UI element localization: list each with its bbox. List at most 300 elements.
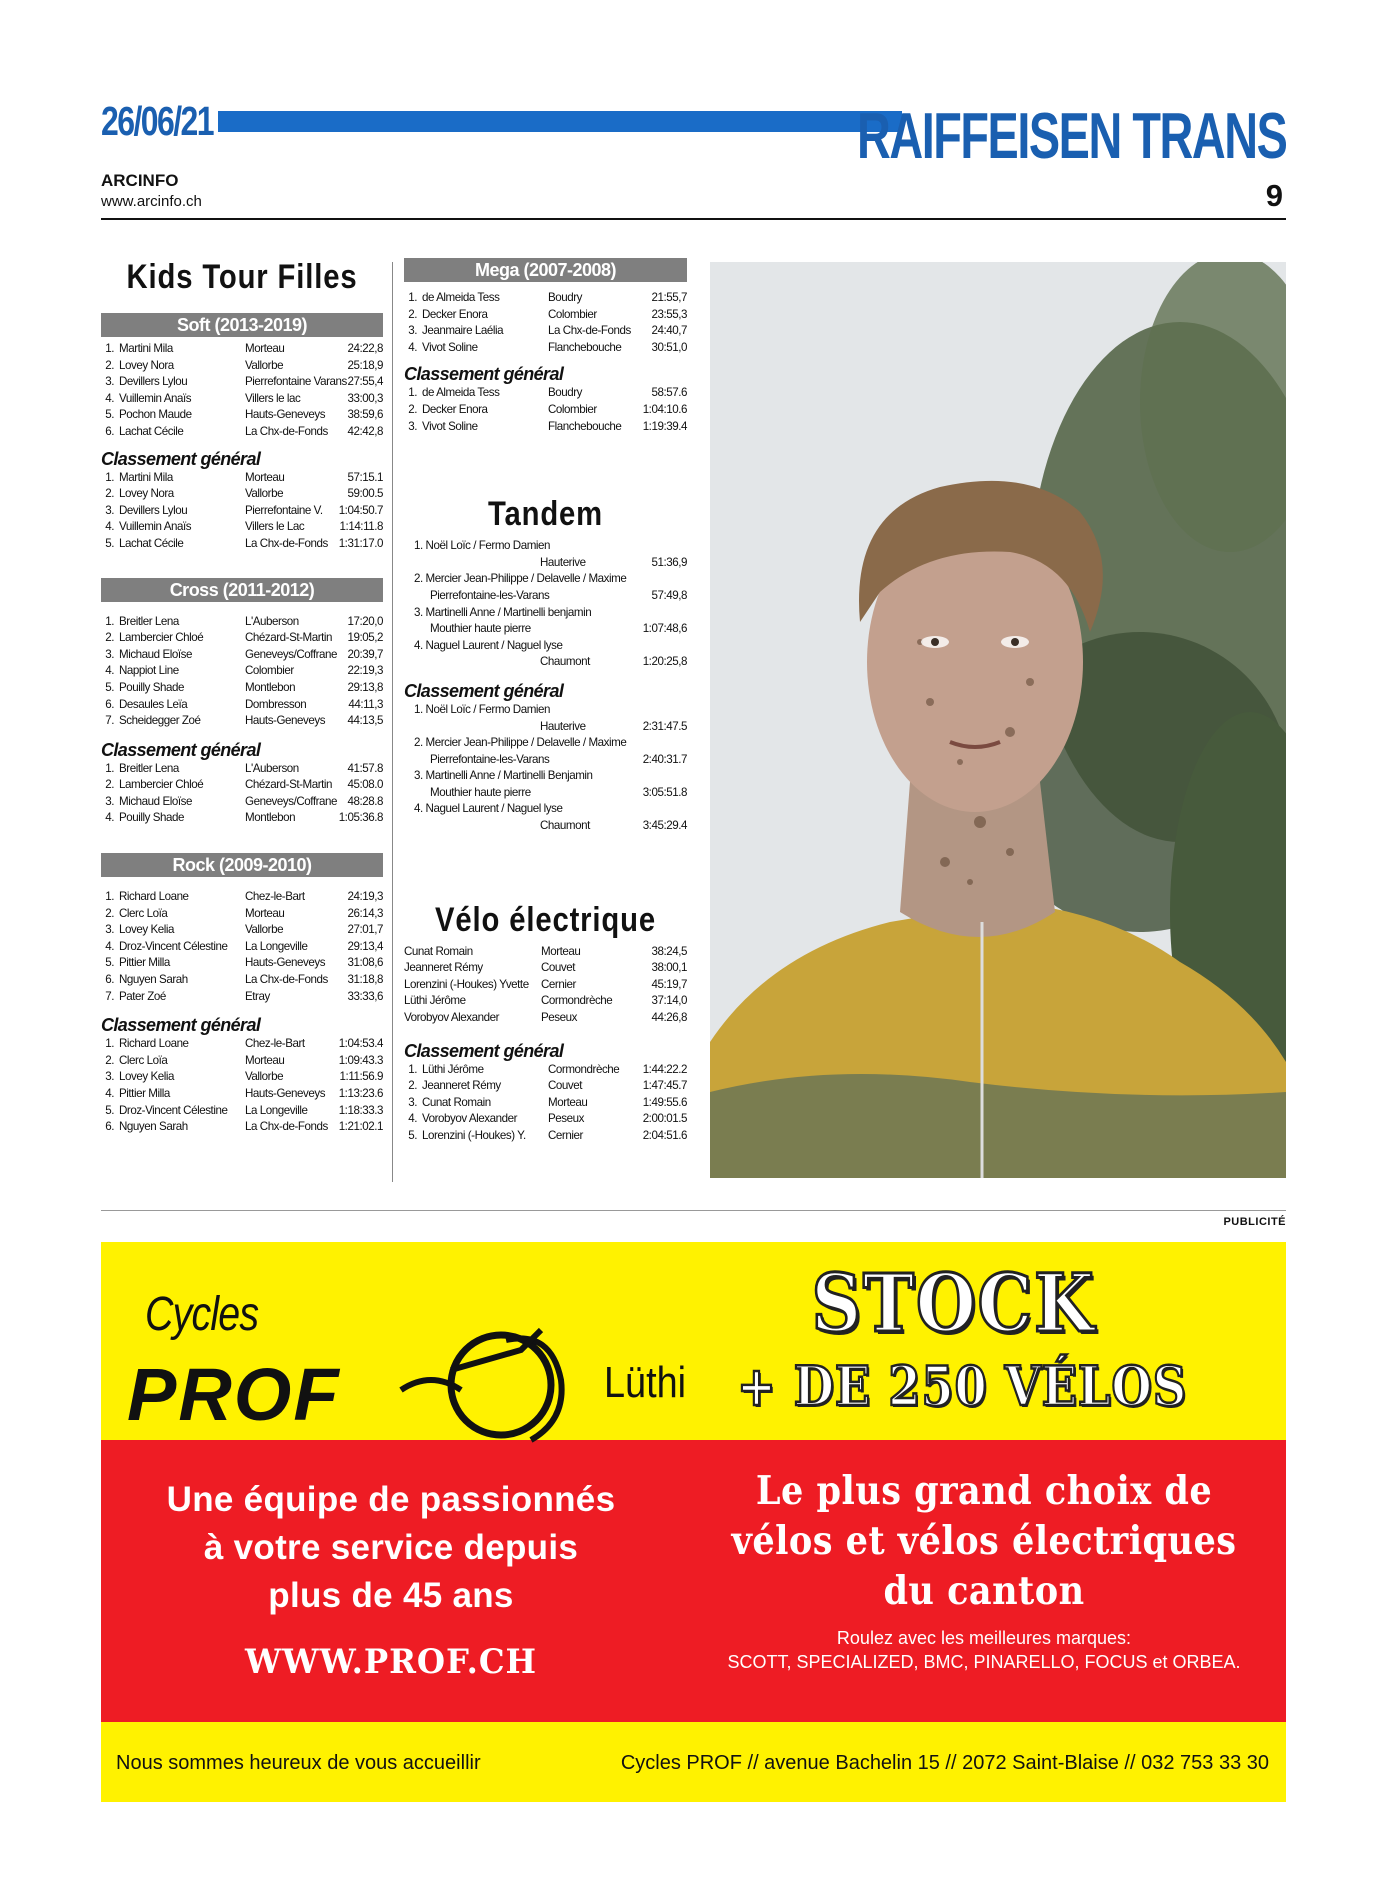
soft-results	[101, 341, 383, 441]
rank: 3.	[105, 647, 114, 661]
rider-time: 21:55,7	[651, 291, 687, 304]
rider-time: 59:00.5	[347, 487, 383, 501]
rank: 1.	[408, 291, 417, 304]
rank: 7.	[105, 714, 114, 728]
rider-time: 41:57.8	[347, 761, 383, 775]
rider-time: 1:11:56.9	[339, 1070, 383, 1084]
rank: 4.	[408, 1112, 417, 1126]
rider-locality: Pierrefontaine Varans	[245, 375, 347, 389]
result-row	[404, 323, 687, 340]
rider-name: Clerc Loïa	[119, 1053, 168, 1067]
rock-general-title: Classement général	[101, 1015, 261, 1036]
tandem-locality: Mouthier haute pierre	[430, 622, 531, 636]
rider-time: 1:49:55.6	[642, 1095, 687, 1109]
rider-locality: Geneveys/Coffrane	[245, 794, 338, 808]
rider-name: Vorobyov Alexander	[404, 1011, 500, 1025]
tandem-team: 2. Mercier Jean-Philippe / Delavelle / Maxime	[414, 572, 627, 586]
rider-name: Pouilly Shade	[119, 811, 185, 825]
rank: 3.	[408, 419, 417, 433]
rider-locality: Colombier	[245, 664, 294, 678]
rank: 7.	[105, 989, 114, 1003]
result-row	[404, 402, 687, 419]
rank: 4.	[408, 340, 417, 354]
rank: 5.	[105, 680, 114, 694]
rank: 1.	[408, 1062, 417, 1076]
rank: 6.	[105, 697, 114, 711]
rider-name: Martini Mila	[119, 470, 173, 484]
result-row	[101, 1036, 383, 1053]
rider-locality: Couvet	[548, 1079, 583, 1093]
rider-name: Lorenzini (-Houkes) Y.	[422, 1129, 526, 1142]
rank: 4.	[105, 391, 114, 405]
rank: 2.	[408, 1079, 417, 1093]
result-row	[404, 1128, 687, 1145]
rider-name: Lambercier Chloé	[119, 631, 204, 645]
cross-general-title: Classement général	[101, 739, 261, 760]
rider-name: Devillers Lylou	[119, 375, 188, 389]
rider-time: 26:14,3	[347, 906, 383, 920]
tandem-title: Tandem	[487, 495, 604, 534]
rider-locality: Morteau	[245, 342, 285, 355]
result-row	[101, 777, 383, 794]
rider-photo	[710, 262, 1286, 1178]
result-row	[101, 470, 383, 487]
rider-name: Lambercier Chloé	[119, 778, 204, 792]
logo-cycles-text: Cycles	[145, 1288, 259, 1341]
rider-locality: La Longeville	[245, 1103, 308, 1117]
result-row	[101, 810, 383, 827]
ad-team-line-2: à votre service depuis	[203, 1528, 579, 1567]
rider-locality: La Chx-de-Fonds	[245, 536, 328, 550]
tandem-place-time	[404, 752, 687, 769]
rank: 4.	[105, 520, 114, 534]
tandem-time: 1:20:25,8	[642, 655, 687, 669]
rank: 2.	[408, 402, 417, 416]
rider-locality: La Chx-de-Fonds	[548, 324, 631, 338]
tandem-team: 3. Martinelli Anne / Martinelli benjamin	[414, 605, 592, 619]
rider-locality: Morteau	[245, 1053, 285, 1067]
rock-band: Rock (2009-2010)	[101, 853, 383, 877]
rider-locality: Peseux	[541, 1011, 577, 1025]
rider-time: 31:18,8	[347, 973, 383, 987]
rider-name: Lachat Cécile	[119, 536, 184, 550]
rider-locality: Montlebon	[245, 811, 296, 825]
rider-name: Vorobyov Alexander	[422, 1112, 518, 1126]
rider-locality: Vallorbe	[245, 358, 284, 372]
rank: 3.	[105, 375, 114, 389]
rank: 3.	[408, 1095, 417, 1109]
rider-name: Clerc Loïa	[119, 906, 168, 920]
rider-locality: Morteau	[548, 1095, 588, 1109]
rider-name: de Almeida Tess	[422, 291, 500, 304]
header-accent-bar	[218, 111, 902, 132]
rider-name: Lovey Kelia	[119, 923, 174, 937]
rider-locality: Couvet	[541, 961, 576, 975]
rider-time: 1:13:23.6	[338, 1087, 383, 1100]
rank: 5.	[105, 956, 114, 970]
rider-time: 1:21:02.1	[338, 1120, 383, 1134]
rider-locality: Dombresson	[245, 697, 307, 711]
rider-time: 1:05:36.8	[338, 811, 383, 825]
ad-team-text	[101, 1476, 681, 1620]
rider-name: de Almeida Tess	[422, 386, 500, 400]
result-row	[101, 680, 383, 697]
result-row	[404, 944, 687, 961]
rider-time: 1:14:11.8	[339, 520, 383, 534]
result-row	[404, 993, 687, 1010]
rider-name: Jeanneret Rémy	[422, 1079, 501, 1093]
result-row	[101, 1086, 383, 1103]
rider-time: 30:51,0	[651, 340, 687, 354]
rider-locality: Montlebon	[245, 680, 296, 694]
result-row	[101, 972, 383, 989]
result-row	[101, 922, 383, 939]
rider-name: Droz-Vincent Célestine	[119, 1103, 228, 1117]
rider-locality: Chézard-St-Martin	[245, 631, 333, 645]
rider-time: 58:57.6	[651, 386, 687, 400]
velo-title: Vélo électrique	[435, 900, 656, 939]
rider-time: 44:26,8	[651, 1011, 687, 1025]
tandem-locality: Chaumont	[540, 655, 590, 669]
rider-locality: Chez-le-Bart	[245, 1037, 305, 1051]
cross-band: Cross (2011-2012)	[101, 578, 383, 602]
rider-time: 1:19:39.4	[642, 419, 687, 433]
mega-tandem-velo-column	[404, 258, 687, 1145]
rider-time: 1:09:43.3	[338, 1053, 383, 1067]
tandem-time: 3:45:29.4	[642, 819, 687, 833]
rider-locality: Morteau	[245, 470, 285, 484]
rider-time: 33:33,6	[347, 989, 383, 1003]
rider-name: Michaud Eloïse	[119, 647, 192, 661]
rider-locality: Chez-le-Bart	[245, 890, 305, 904]
rider-locality: Morteau	[245, 906, 285, 920]
result-row	[101, 989, 383, 1006]
logo-luthi-text: Lüthi	[604, 1358, 687, 1407]
rider-locality: La Chx-de-Fonds	[245, 973, 328, 987]
rider-locality: Flanchebouche	[548, 419, 622, 433]
result-row	[101, 630, 383, 647]
rider-locality: Chézard-St-Martin	[245, 778, 333, 792]
rider-name: Lovey Kelia	[119, 1070, 174, 1084]
rider-name: Lovey Nora	[119, 358, 174, 372]
rider-time: 2:04:51.6	[642, 1129, 687, 1142]
ad-label: PUBLICITÉ	[1223, 1216, 1286, 1228]
tandem-locality: Hauterive	[540, 555, 586, 569]
tandem-general-title: Classement général	[404, 680, 564, 701]
rider-portrait-illustration	[710, 262, 1286, 1178]
result-row	[404, 1062, 687, 1079]
rider-locality: Boudry	[548, 386, 583, 400]
rider-locality: Boudry	[548, 291, 583, 304]
rider-time: 19:05,2	[347, 631, 383, 645]
ad-team-line-1: Une équipe de passionnés	[166, 1480, 616, 1519]
bicycle-logo-icon	[391, 1310, 591, 1450]
tandem-locality: Chaumont	[540, 819, 590, 833]
rider-name: Vivot Soline	[422, 340, 478, 354]
rider-name: Devillers Lylou	[119, 503, 188, 517]
result-row	[101, 391, 383, 408]
rider-name: Richard Loane	[119, 1037, 189, 1051]
ad-rule	[101, 1210, 1286, 1211]
tandem-time: 3:05:51.8	[642, 785, 687, 799]
rank: 1.	[105, 614, 114, 628]
rider-name: Decker Enora	[422, 307, 488, 321]
publication-url[interactable]: www.arcinfo.ch	[101, 193, 202, 210]
rider-time: 24:22,8	[347, 342, 383, 355]
velo-general-results	[404, 1062, 687, 1145]
rider-time: 24:40,7	[651, 324, 687, 338]
rider-locality: Hauts-Geneveys	[245, 408, 326, 422]
rider-locality: Cormondrèche	[541, 994, 613, 1008]
rider-name: Desaules Leïa	[119, 697, 188, 711]
rank: 1.	[105, 890, 114, 904]
rider-locality: Hauts-Geneveys	[245, 714, 326, 728]
rider-name: Lüthi Jérôme	[404, 994, 466, 1008]
tandem-time: 1:07:48,6	[642, 622, 687, 636]
rider-name: Pochon Maude	[119, 408, 192, 422]
rider-time: 38:59,6	[347, 408, 383, 422]
tandem-place-time	[404, 621, 687, 638]
rider-locality: Pierrefontaine V.	[245, 503, 323, 517]
result-row	[404, 977, 687, 994]
rider-name: Cunat Romain	[404, 944, 473, 958]
rider-time: 1:31:17.0	[338, 536, 383, 550]
rider-time: 37:14,0	[651, 994, 687, 1008]
rider-time: 42:42,8	[347, 424, 383, 438]
tandem-time: 2:40:31.7	[642, 752, 687, 766]
tandem-team: 3. Martinelli Anne / Martinelli Benjamin	[414, 769, 593, 783]
rank: 1.	[408, 386, 417, 400]
tandem-time: 2:31:47.5	[642, 719, 687, 733]
rider-locality: Villers le Lac	[245, 520, 305, 534]
result-row	[101, 519, 383, 536]
result-row	[404, 1111, 687, 1128]
rider-name: Breitler Lena	[119, 614, 179, 628]
rider-time: 20:39,7	[347, 647, 383, 661]
rider-name: Richard Loane	[119, 890, 189, 904]
result-row	[101, 341, 383, 358]
tandem-place-time	[404, 785, 687, 802]
rank: 1.	[105, 470, 114, 484]
result-row	[101, 407, 383, 424]
result-row	[101, 1069, 383, 1086]
rank: 4.	[105, 939, 114, 953]
kids-tour-title: Kids Tour Filles	[126, 258, 358, 296]
rank: 3.	[105, 1070, 114, 1084]
soft-general-results	[101, 470, 383, 553]
result-row	[101, 1103, 383, 1120]
rider-name: Nappiot Line	[119, 664, 179, 678]
rider-name: Lovey Nora	[119, 487, 174, 501]
rider-name: Cunat Romain	[422, 1095, 491, 1109]
ad-brands-list: SCOTT, SPECIALIZED, BMC, PINARELLO, FOCUS et ORBEA.	[727, 1652, 1241, 1672]
rank: 6.	[105, 973, 114, 987]
result-row	[101, 1119, 383, 1136]
rider-time: 29:13,4	[347, 939, 383, 953]
rider-time: 48:28.8	[347, 794, 383, 808]
rank: 2.	[105, 906, 114, 920]
result-row	[404, 290, 687, 307]
result-row	[101, 794, 383, 811]
rider-locality: La Chx-de-Fonds	[245, 1120, 328, 1134]
publication-brand: ARCINFO	[101, 171, 179, 190]
rider-time: 23:55,3	[651, 307, 687, 321]
rank: 2.	[408, 307, 417, 321]
rank: 3.	[105, 794, 114, 808]
tandem-general-results	[404, 702, 687, 835]
result-row	[101, 503, 383, 520]
rider-name: Jeanneret Rémy	[404, 961, 483, 975]
rank: 5.	[105, 536, 114, 550]
result-row	[101, 761, 383, 778]
rider-time: 38:24,5	[651, 944, 687, 958]
ad-choice-line-1: Le plus grand choix de	[755, 1468, 1213, 1514]
result-row	[404, 419, 687, 436]
rider-name: Breitler Lena	[119, 761, 179, 775]
kids-tour-column	[101, 258, 383, 1136]
rider-name: Scheidegger Zoé	[119, 714, 201, 728]
rider-name: Pouilly Shade	[119, 680, 185, 694]
result-row	[101, 906, 383, 923]
rider-name: Pater Zoé	[119, 989, 166, 1003]
rank: 4.	[105, 1087, 114, 1100]
rider-time: 1:04:50.7	[338, 503, 383, 517]
rank: 5.	[105, 1103, 114, 1117]
tandem-place-time	[404, 654, 687, 671]
rider-time: 1:04:53.4	[338, 1037, 383, 1051]
rider-locality: Cernier	[548, 1129, 583, 1142]
stock-headline: STOCK	[811, 1256, 1096, 1350]
ad-choice-line-2: vélos et vélos électriques	[731, 1518, 1237, 1564]
column-divider	[392, 262, 393, 1182]
result-row	[101, 713, 383, 730]
rider-name: Michaud Eloïse	[119, 794, 192, 808]
rider-time: 57:15.1	[347, 470, 383, 484]
result-row	[101, 1053, 383, 1070]
rider-name: Jeanmaire Laélia	[422, 324, 504, 338]
logo-prof-text: PROF	[127, 1353, 341, 1436]
header-rule	[101, 218, 1286, 220]
result-row	[101, 374, 383, 391]
rider-locality: Colombier	[548, 402, 597, 416]
rider-name: Vivot Soline	[422, 419, 478, 433]
rider-time: 33:00,3	[347, 391, 383, 405]
rider-time: 31:08,6	[347, 956, 383, 970]
tandem-locality: Pierrefontaine-les-Varans	[430, 752, 550, 766]
rank: 2.	[105, 778, 114, 792]
rider-time: 45:19,7	[651, 977, 687, 991]
rank: 3.	[105, 503, 114, 517]
mega-general-results	[404, 385, 687, 435]
mega-general-title: Classement général	[404, 364, 564, 385]
rank: 4.	[105, 664, 114, 678]
rider-time: 29:13,8	[347, 680, 383, 694]
rank: 2.	[105, 1053, 114, 1067]
result-row	[101, 536, 383, 553]
rider-locality: Vallorbe	[245, 923, 284, 937]
rider-time: 1:47:45.7	[642, 1079, 687, 1093]
ad-choice-line-3: du canton	[883, 1568, 1085, 1614]
result-row	[101, 697, 383, 714]
rider-locality: Villers le lac	[245, 391, 301, 405]
result-row	[101, 647, 383, 664]
result-row	[101, 614, 383, 631]
rider-locality: L'Auberson	[245, 614, 299, 628]
ad-website-link[interactable]: WWW.PROF.CH	[245, 1642, 537, 1682]
result-row	[404, 385, 687, 402]
rider-time: 38:00,1	[651, 961, 687, 975]
result-row	[404, 307, 687, 324]
result-row	[404, 960, 687, 977]
section-title: RAIFFEISEN TRANS	[856, 99, 1286, 172]
cycles-prof-ad[interactable]	[101, 1242, 1286, 1802]
rider-name: Lachat Cécile	[119, 424, 184, 438]
rank: 1.	[105, 1037, 114, 1051]
rank: 1.	[105, 342, 114, 355]
rider-locality: Morteau	[541, 944, 581, 958]
velo-general-title: Classement général	[404, 1040, 564, 1061]
rider-time: 44:13,5	[347, 714, 383, 728]
result-row	[101, 663, 383, 680]
rider-name: Vuillemin Anaïs	[119, 520, 192, 534]
rider-name: Martini Mila	[119, 342, 173, 355]
rider-time: 1:04:10.6	[642, 402, 687, 416]
rank: 6.	[105, 424, 114, 438]
result-row	[101, 358, 383, 375]
rider-locality: La Chx-de-Fonds	[245, 424, 328, 438]
rider-time: 25:18,9	[347, 358, 383, 372]
rider-locality: Etray	[245, 989, 270, 1003]
soft-band: Soft (2013-2019)	[101, 313, 383, 337]
rider-locality: Vallorbe	[245, 487, 284, 501]
rider-locality: La Longeville	[245, 939, 308, 953]
rank: 3.	[105, 923, 114, 937]
rank: 4.	[105, 811, 114, 825]
tandem-team: 1. Noël Loïc / Fermo Damien	[414, 539, 551, 553]
rock-general-results	[101, 1036, 383, 1136]
rider-locality: Peseux	[548, 1112, 584, 1126]
tandem-team: 1. Noël Loïc / Fermo Damien	[414, 702, 551, 716]
rider-name: Droz-Vincent Célestine	[119, 939, 228, 953]
ad-team-line-3: plus de 45 ans	[268, 1576, 514, 1615]
result-row	[404, 1095, 687, 1112]
tandem-place-time	[404, 719, 687, 736]
rider-name: Lüthi Jérôme	[422, 1062, 484, 1076]
velo-results	[404, 944, 687, 1027]
cross-general-results	[101, 761, 383, 827]
ad-address-text: Cycles PROF // avenue Bachelin 15 // 2072 Saint-Blaise // 032 753 33 30	[620, 1752, 1269, 1774]
result-row	[101, 939, 383, 956]
mega-results	[404, 290, 687, 356]
tandem-team: 2. Mercier Jean-Philippe / Delavelle / Maxime	[414, 736, 627, 750]
rider-name: Nguyen Sarah	[119, 1120, 188, 1134]
rider-time: 17:20,0	[347, 614, 383, 628]
result-row	[101, 424, 383, 441]
page-number: 9	[1265, 178, 1283, 213]
rider-time: 27:01,7	[347, 923, 383, 937]
result-row	[101, 486, 383, 503]
issue-date: 26/06/21	[101, 98, 214, 144]
rider-name: Vuillemin Anaïs	[119, 391, 192, 405]
tandem-place-time	[404, 818, 687, 835]
result-row	[101, 889, 383, 906]
ad-brands-intro: Roulez avec les meilleures marques:	[836, 1628, 1132, 1648]
rider-time: 2:00:01.5	[642, 1112, 687, 1126]
rank: 5.	[105, 408, 114, 422]
rank: 6.	[105, 1120, 114, 1134]
rider-locality: Cormondrèche	[548, 1062, 620, 1076]
rider-time: 24:19,3	[347, 890, 383, 904]
